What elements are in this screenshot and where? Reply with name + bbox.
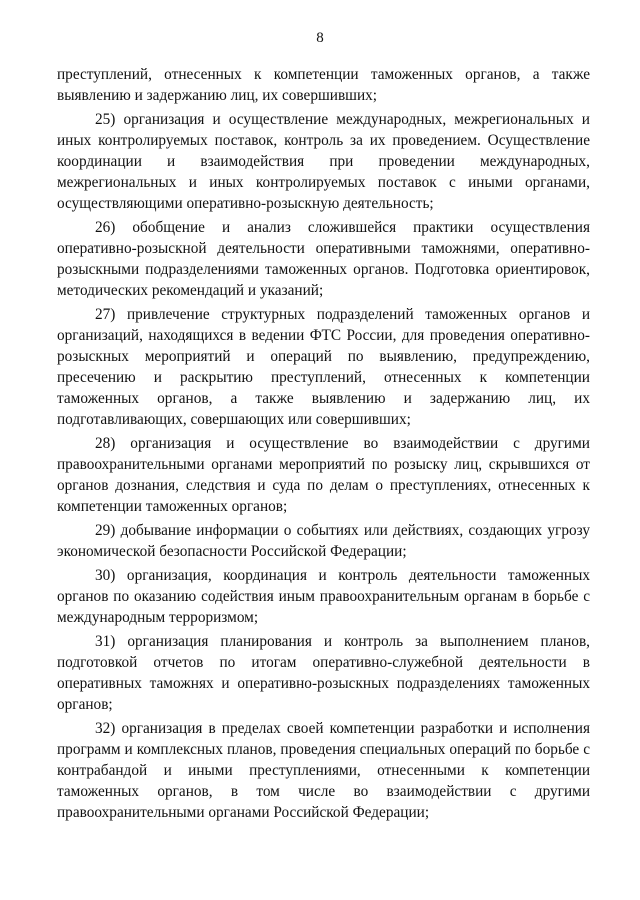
document-body xyxy=(57,64,590,826)
paragraph-item-27: 27) привлечение структурных подразделений таможенных органов и организаций, находящихся в ведении ФТС России, для проведения оперативно-розыскных мероприятий и операций по выявлению, предупреждению, пресечению и раскрытию преступлений, отнесенных к компетенции таможенных органов, а также выявлению и задержанию лиц, их подготавливающих, совершающих или совершивших; xyxy=(57,306,590,428)
paragraph-continuation: преступлений, отнесенных к компетенции таможенных органов, а также выявлению и задержанию лиц, их совершивших; xyxy=(57,66,590,104)
paragraph-item-25: 25) организация и осуществление международных, межрегиональных и иных контролируемых поставок, контроль за их проведением. Осуществление координации и взаимодействия при проведении международных, межрегиональных и иных контролируемых поставок с иными органами, осуществляющими оперативно-розыскную деятельность; xyxy=(57,111,590,212)
paragraph-item-26: 26) обобщение и анализ сложившейся практики осуществления оперативно-розыскной деятельности оперативными таможнями, оперативно-розыскными подразделениями таможенных органов. Подготовка ориентировок, методических рекомендаций и указаний; xyxy=(57,219,590,299)
paragraph-item-31: 31) организация планирования и контроль за выполнением планов, подготовкой отчетов по итогам оперативно-служебной деятельности в оперативных таможнях и оперативно-розыскных подразделениях таможенных органов; xyxy=(57,633,590,713)
paragraph-item-28: 28) организация и осуществление во взаимодействии с другими правоохранительными органами мероприятий по розыску лиц, скрывшихся от органов дознания, следствия и суда по делам о преступлениях, отнесенных к компетенции таможенных органов; xyxy=(57,435,590,515)
paragraph-item-32: 32) организация в пределах своей компетенции разработки и исполнения программ и комплексных планов, проведения специальных операций по борьбе с контрабандой и иными преступлениями, отнесенными к компетенции таможенных органов, в том числе во взаимодействии с другими правоохранительными органами Российской Федерации; xyxy=(57,720,590,821)
paragraph-item-30: 30) организация, координация и контроль деятельности таможенных органов по оказанию содействия иным правоохранительным органам в борьбе с международным терроризмом; xyxy=(57,567,590,626)
page-number: 8 xyxy=(316,30,324,46)
paragraph-item-29: 29) добывание информации о событиях или действиях, создающих угрозу экономической безопасности Российской Федерации; xyxy=(57,522,590,560)
